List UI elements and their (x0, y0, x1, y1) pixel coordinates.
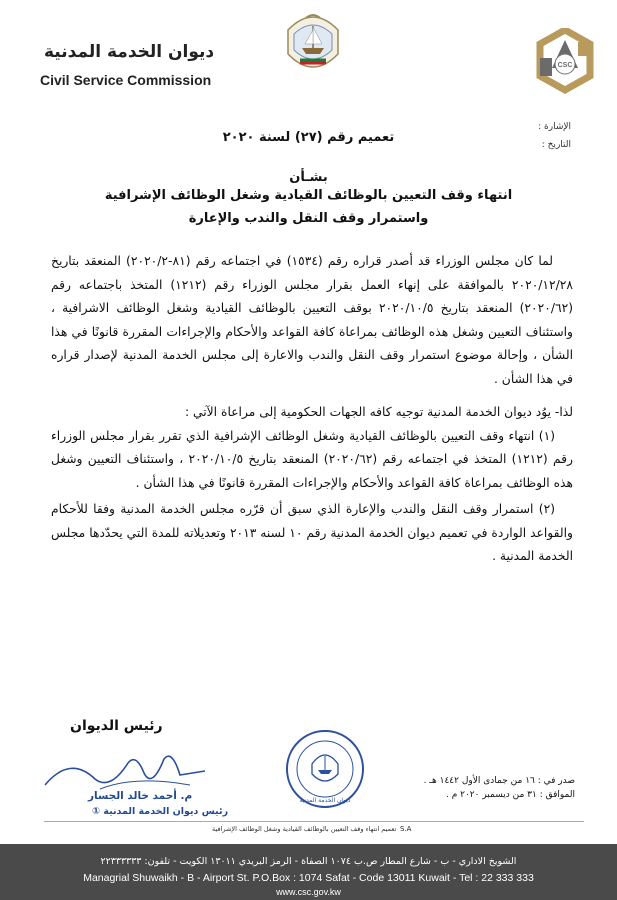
official-stamp-icon (284, 728, 366, 810)
subject-line-1: انتهاء وقف التعيين بالوظائف القيادية وشغل الوظائف الإشرافية (104, 188, 513, 203)
body-paragraph-intro: لما كان مجلس الوزراء قد أصدر قراره رقم (١٥٣٤) في اجتماعه رقم (٨١-٢٠٢٠/٢) المنعقد بتاريخ ٢٠٢٠/١٢/٢٨ بالموافقة على إنهاء العمل بقرار مجلس الوزراء رقم (١٢١٢) المتخذ باجتماعه رقم (٢٠٢٠/٦٢) المنعقد بتاريخ ٢٠٢٠/١٠/٥ بوقف التعيين بالوظائف القيادية وشغل الوظائف الاشرافية ، واستئناف التعيين وشغل هذه الوظائف بمراعاة كافة القواعد والأحكام والإجراءات المقررة قانونًا في هذا الشأن ، وإحالة موضوع استمرار وقف النقل والندب والاعارة إلى مجلس الخدمة المدنية لإصدار قراره في هذا الشأن . (51, 254, 573, 386)
signature-scribble-icon (40, 745, 210, 795)
body-paragraph-directive: لذا- يوُد ديوان الخدمة المدنية توجيه كافه الجهات الحكومية إلى مراعاة الآتي : (184, 405, 573, 419)
footer-address-english: Managrial Shuwaikh - B - Airport St. P.O.Box : 1074 Safat - Code 13011 Kuwait - Tel : 22 333 333 (83, 872, 534, 884)
issued-hijri-date: صدر في : ١٦ من جمادى الأول ١٤٤٢ هـ . (423, 776, 575, 786)
letter-body (51, 250, 573, 569)
issued-gregorian-date: الموافق : ٣١ من ديسمبر ٢٠٢٠ م . (445, 790, 575, 800)
signatory-role: رئيس ديوان الخدمة المدنية ① (92, 806, 229, 817)
kuwait-emblem-icon (282, 10, 344, 80)
stamp-text: ديوان الخدمة المدنية (299, 797, 351, 804)
signatory-name: م. أحمد خالد الجسار (88, 790, 193, 802)
body-item-1: (١) انتهاء وقف التعيين بالوظائف القيادية وشغل الوظائف الإشرافية الذي تقرر بقرار مجلس الوزراء رقم (١٢١٢) المتخذ في اجتماعه رقم (٢٠٢٠/٦٢) المنعقد بتاريخ ٢٠٢٠/١٠/٥ ، واستئناف التعيين وشغل هذه الوظائف بمراعاة كافة القواعد والأحكام والإجراءات المقررة قانونًا في هذا الشأن . (51, 428, 573, 490)
date-label: التاريخ : (541, 140, 571, 150)
csc-logo-text: CSC (557, 62, 573, 69)
org-name-english: Civil Service Commission (40, 72, 212, 88)
csc-logo-icon (536, 28, 594, 94)
body-item-2: (٢) استمرار وقف النقل والندب والإعارة الذي سبق أن قرّره مجلس الخدمة المدنية وفقا للأحكام والقواعد الواردة في تعميم ديوان الخدمة المدنية رقم ١٠ لسنه ٢٠١٣ وتعديلاته للمدة التي يحدّدها مجلس الخدمة المدنية . (51, 502, 573, 563)
subject-line-2: واستمرار وقف النقل والندب والإعارة (188, 211, 429, 226)
org-name-arabic: ديوان الخدمة المدنية (44, 42, 215, 62)
reference-label: الإشارة : (538, 122, 571, 132)
footer-website[interactable]: www.csc.gov.kw (276, 887, 341, 897)
signature-title: رئيس الديوان (70, 718, 163, 734)
circular-title: تعميم رقم (٢٧) لسنة ٢٠٢٠ (222, 130, 395, 145)
regarding-label: بشـأن (289, 170, 328, 185)
footer-address-arabic: الشويخ الاداري - ب - شارع المطار ص.ب ١٠٧٤ الصفاة - الرمز البريدي ١٣٠١١ الكويت - تلفون: ٢٢٣٣٣٣٣٣ (100, 856, 517, 867)
footer-code: S.A (400, 825, 412, 833)
footer-subject-note: تعميم انتهاء وقف التعيين بالوظائف القيادية وشغل الوظائف الإشرافية (212, 825, 397, 833)
